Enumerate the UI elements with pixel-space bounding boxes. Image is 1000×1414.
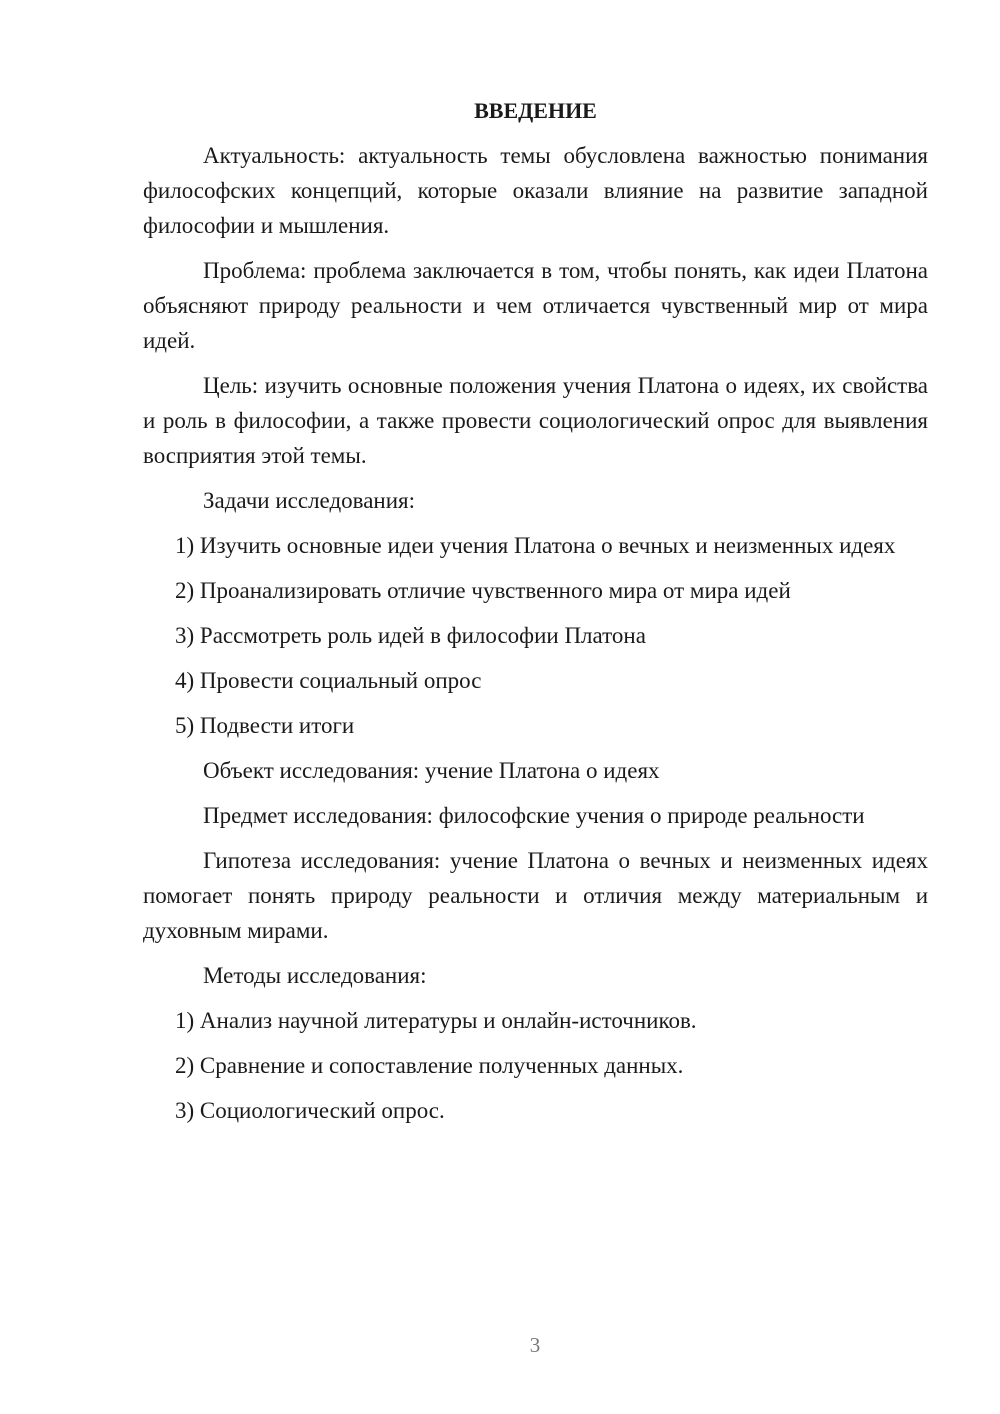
methods-title: Методы исследования:	[203, 963, 427, 988]
relevance-paragraph: Актуальность: актуальность темы обусловлена важностью понимания философских концепций, которые оказали влияние на развитие западной философии и мышления.	[143, 143, 928, 238]
section-heading: ВВЕДЕНИЕ	[474, 98, 597, 123]
task-item: 4) Провести социальный опрос	[175, 668, 482, 693]
page-number: 3	[529, 1333, 541, 1357]
object-paragraph: Объект исследования: учение Платона о идеях	[203, 758, 660, 783]
page-content	[143, 93, 928, 1138]
task-item: 3) Рассмотреть роль идей в философии Платона	[175, 623, 646, 648]
tasks-title: Задачи исследования:	[203, 488, 416, 513]
goal-paragraph: Цель: изучить основные положения учения Платона о идеях, их свойства и роль в философии, а также провести социологический опрос для выявления восприятия этой темы.	[143, 373, 928, 468]
method-item: 2) Сравнение и сопоставление полученных данных.	[175, 1053, 684, 1078]
task-item: 5) Подвести итоги	[175, 713, 355, 738]
problem-paragraph: Проблема: проблема заключается в том, чтобы понять, как идеи Платона объясняют природу реальности и чем отличается чувственный мир от мира идей.	[143, 258, 928, 353]
hypothesis-paragraph: Гипотеза исследования: учение Платона о вечных и неизменных идеях помогает понять природу реальности и отличия между материальным и духовным мирами.	[143, 848, 928, 943]
task-item: 2) Проанализировать отличие чувственного мира от мира идей	[175, 578, 791, 603]
method-item: 1) Анализ научной литературы и онлайн-источников.	[175, 1008, 697, 1033]
method-item: 3) Социологический опрос.	[175, 1098, 445, 1123]
subject-paragraph: Предмет исследования: философские учения о природе реальности	[203, 803, 865, 828]
task-item: 1) Изучить основные идеи учения Платона о вечных и неизменных идеях	[175, 533, 896, 558]
